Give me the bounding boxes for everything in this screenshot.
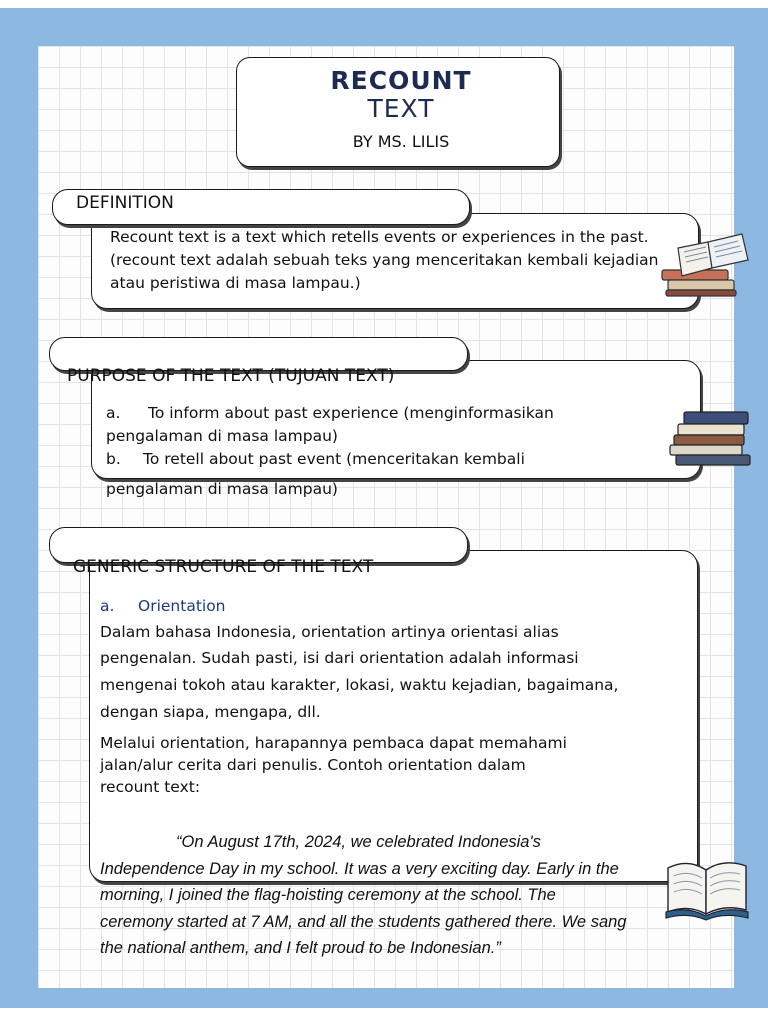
orientation-para2-line1: Melalui orientation, harapannya pembaca dapat memahami	[100, 734, 567, 752]
purpose-item-a: To inform about past experience (menginformasikan pengalaman di masa lampau)	[106, 404, 554, 445]
orientation-para2-line3: recount text:	[100, 778, 201, 796]
purpose-item-b: To retell about past event (menceritakan kembali	[143, 450, 525, 468]
definition-text: Recount text is a text which retells events or experiences in the past. (recount text adalah sebuah teks yang menceritakan kembali kejadian atau peristiwa di masa lampau.)	[110, 228, 659, 292]
orientation-marker: a.	[100, 597, 115, 615]
example-quote-line4: ceremony started at 7 AM, and all the students gathered there. We sang	[100, 913, 627, 931]
definition-heading: DEFINITION	[76, 193, 174, 213]
book-stack-icon	[666, 408, 756, 470]
orientation-title: Orientation	[138, 597, 226, 615]
open-book-on-stack-icon	[658, 228, 752, 300]
orientation-para1-line3: mengenai tokoh atau karakter, lokasi, waktu kejadian, bagaimana,	[100, 676, 619, 694]
example-quote-line2: Independence Day in my school. It was a very exciting day. Early in the	[100, 860, 619, 878]
orientation-para1-line4: dengan siapa, mengapa, dll.	[100, 703, 321, 721]
author-line: BY MS. LILIS	[352, 132, 450, 151]
title-line-2: TEXT	[367, 94, 435, 123]
structure-heading: GENERIC STRUCTURE OF THE TEXT	[73, 557, 374, 577]
open-book-icon	[662, 852, 752, 922]
orientation-para1-line1: Dalam bahasa Indonesia, orientation artinya orientasi alias	[100, 623, 559, 641]
example-quote-line3: morning, I joined the flag-hoisting ceremony at the school. The	[100, 886, 556, 904]
orientation-para2-line2: jalan/alur cerita dari penulis. Contoh orientation dalam	[100, 756, 526, 774]
title-line-1: RECOUNT	[330, 66, 472, 95]
orientation-para1-line2: pengenalan. Sudah pasti, isi dari orientation adalah informasi	[100, 649, 579, 667]
purpose-item-a-marker: a.	[106, 404, 121, 422]
example-quote-line5: the national anthem, and I felt proud to be Indonesian.”	[100, 939, 501, 957]
purpose-heading: PURPOSE OF THE TEXT (TUJUAN TEXT)	[67, 366, 395, 386]
purpose-item-b-marker: b.	[106, 450, 121, 468]
example-quote-line1: “On August 17th, 2024, we celebrated Indonesia's	[176, 833, 541, 851]
purpose-item-b-continued: pengalaman di masa lampau)	[106, 480, 338, 498]
